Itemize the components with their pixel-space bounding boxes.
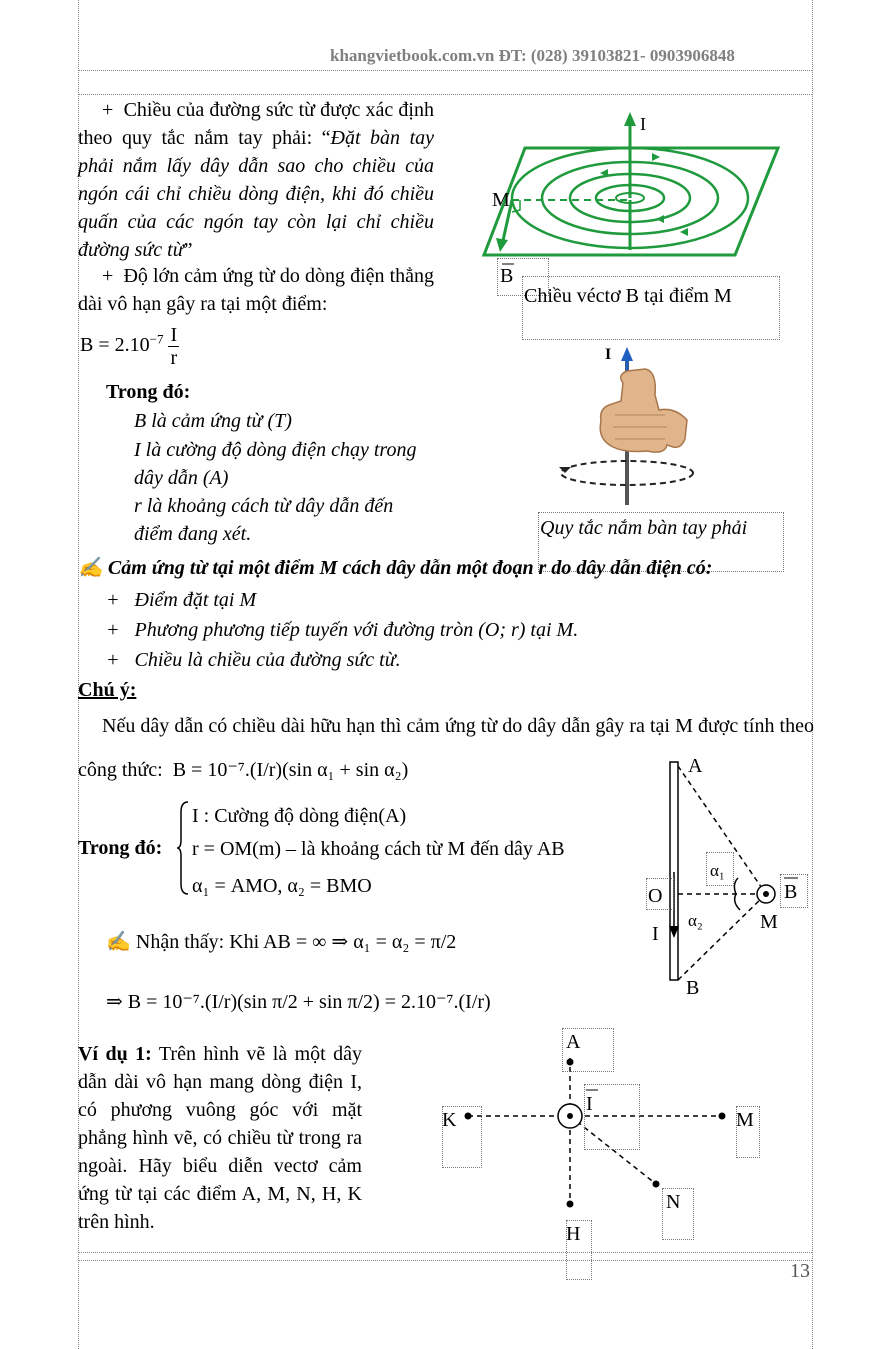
fig1-label-I: I bbox=[640, 114, 646, 134]
pen-icon: ✍ bbox=[78, 557, 103, 579]
page-number: 13 bbox=[790, 1260, 810, 1282]
note-result: ⇒ B = 10⁻⁷.(I/r)(sin π/2 + sin π/2) = 2.10⁻⁷.(I/r) bbox=[106, 991, 491, 1013]
example-text: Ví dụ 1: Trên hình vẽ là một dây dẫn dài vô hạn mang dòng điện I, có phương vuông góc với mặt phẳng hình vẽ, có chiều từ trong ra ngoài. Hãy biểu diễn vectơ cảm ứng từ tại các điểm A, M, N, H, K trên hình. bbox=[78, 1043, 363, 1233]
intro-where-item: r là khoảng cách từ dây dẫn đến điểm đang xét. bbox=[134, 495, 394, 545]
fig4-label-I: I bbox=[586, 1093, 593, 1115]
fig3-label-I: I bbox=[652, 923, 659, 945]
brace bbox=[176, 800, 190, 896]
page-header bbox=[330, 46, 735, 66]
fig4-label-box bbox=[566, 1220, 592, 1280]
fig3-label-B: B bbox=[686, 977, 700, 999]
note-where-item: I : Cường độ dòng điện(A) bbox=[192, 805, 407, 827]
note-observe: ✍ Nhận thấy: Khi AB = ∞ ⇒ α₁ = α₂ = π/2 bbox=[106, 931, 457, 953]
fig3-label-A: A bbox=[688, 755, 703, 777]
fig3-label-box bbox=[780, 874, 808, 908]
intro-where-item: I là cường độ dòng điện chạy trong dây dẫn (A) bbox=[134, 439, 417, 489]
section-M-item: + Chiều là chiều của đường sức từ. bbox=[106, 649, 401, 671]
fig2-caption: Quy tắc nắm bàn tay phải bbox=[540, 517, 748, 539]
formula-B-infinite: $B = 2.10^{-7}$ $\frac{I}{r}$ bbox=[80, 324, 178, 369]
note-where-item: α₁ = AMO, α₂ = BMO bbox=[192, 875, 372, 897]
right-hand-figure bbox=[555, 335, 735, 510]
fig1-caption: Chiều véctơ B tại điểm M bbox=[524, 285, 732, 307]
fig3-label-box bbox=[706, 852, 734, 886]
fig4-label-H: H bbox=[566, 1223, 581, 1245]
fig3-label-Bvec: B bbox=[784, 881, 798, 903]
fig4-label-box bbox=[442, 1106, 482, 1168]
example-label: Ví dụ 1: bbox=[78, 1043, 152, 1065]
fig4-label-box bbox=[662, 1188, 694, 1240]
section-M-item: + Điểm đặt tại M bbox=[106, 589, 257, 611]
fig4-label-A: A bbox=[566, 1031, 581, 1053]
section-M-heading: ✍ Cảm ứng từ tại một điểm M cách dây dẫn một đoạn r do dây dẫn điện có: bbox=[78, 557, 713, 579]
fig1-label-B: B bbox=[500, 265, 514, 287]
fig4-label-box bbox=[736, 1106, 760, 1158]
fig1-label-M: M bbox=[492, 189, 510, 211]
section-M-item: + Phương phương tiếp tuyến với đường tròn (O; r) tại M. bbox=[106, 619, 579, 641]
fig4-label-box bbox=[562, 1028, 614, 1072]
fig3-alpha1: α₁ bbox=[710, 861, 725, 880]
fig3-alpha2: α₂ bbox=[688, 911, 703, 930]
fig4-label-M: M bbox=[736, 1109, 754, 1131]
note-label: Chú ý: bbox=[78, 679, 137, 701]
fig4-label-box bbox=[584, 1084, 640, 1150]
fig3-label-M: M bbox=[760, 911, 778, 933]
intro-bullet-1: + Chiều của đường sức từ được xác định theo quy tắc nắm tay phải: “Đặt bàn tay phải nắm lấy dây dẫn sao cho chiều của ngón cái chỉ chiều dòng điện, khi đó chiều quấn của các ngón tay còn lại chỉ chiều đường sức từ” bbox=[78, 99, 434, 261]
note-formula: B = 10⁻⁷.(I/r)(sin α₁ + sin α₂) bbox=[172, 759, 409, 781]
pen-icon: ✍ bbox=[106, 931, 131, 953]
intro-bullet-2: + Độ lớn cảm ứng từ do dòng điện thẳng dài vô hạn gây ra tại một điểm: bbox=[78, 265, 435, 315]
fig3-label-box bbox=[646, 878, 674, 910]
fig4-label-K: K bbox=[442, 1109, 457, 1131]
intro-where-item: B là cảm ứng từ (T) bbox=[134, 410, 292, 432]
header-site: khangvietbook.com.vn bbox=[330, 46, 495, 65]
note-where-item: r = OM(m) – là khoảng cách từ M đến dây AB bbox=[192, 838, 565, 860]
note-text: Nếu dây dẫn có chiều dài hữu hạn thì cảm ứng từ do dây dẫn gây ra tại M được tính theo công thức: B = 10⁻⁷.(I/r)(sin α₁ + sin α₂) bbox=[78, 715, 814, 781]
fig3-label-O: O bbox=[648, 885, 663, 907]
fig4-label-N: N bbox=[666, 1191, 681, 1213]
header-phone: ĐT: (028) 39103821- 0903906848 bbox=[498, 46, 735, 65]
note-where-label: Trong đó: bbox=[78, 837, 163, 859]
fig2-label-I: I bbox=[605, 346, 612, 363]
intro-where-label: Trong đó: bbox=[106, 381, 191, 403]
